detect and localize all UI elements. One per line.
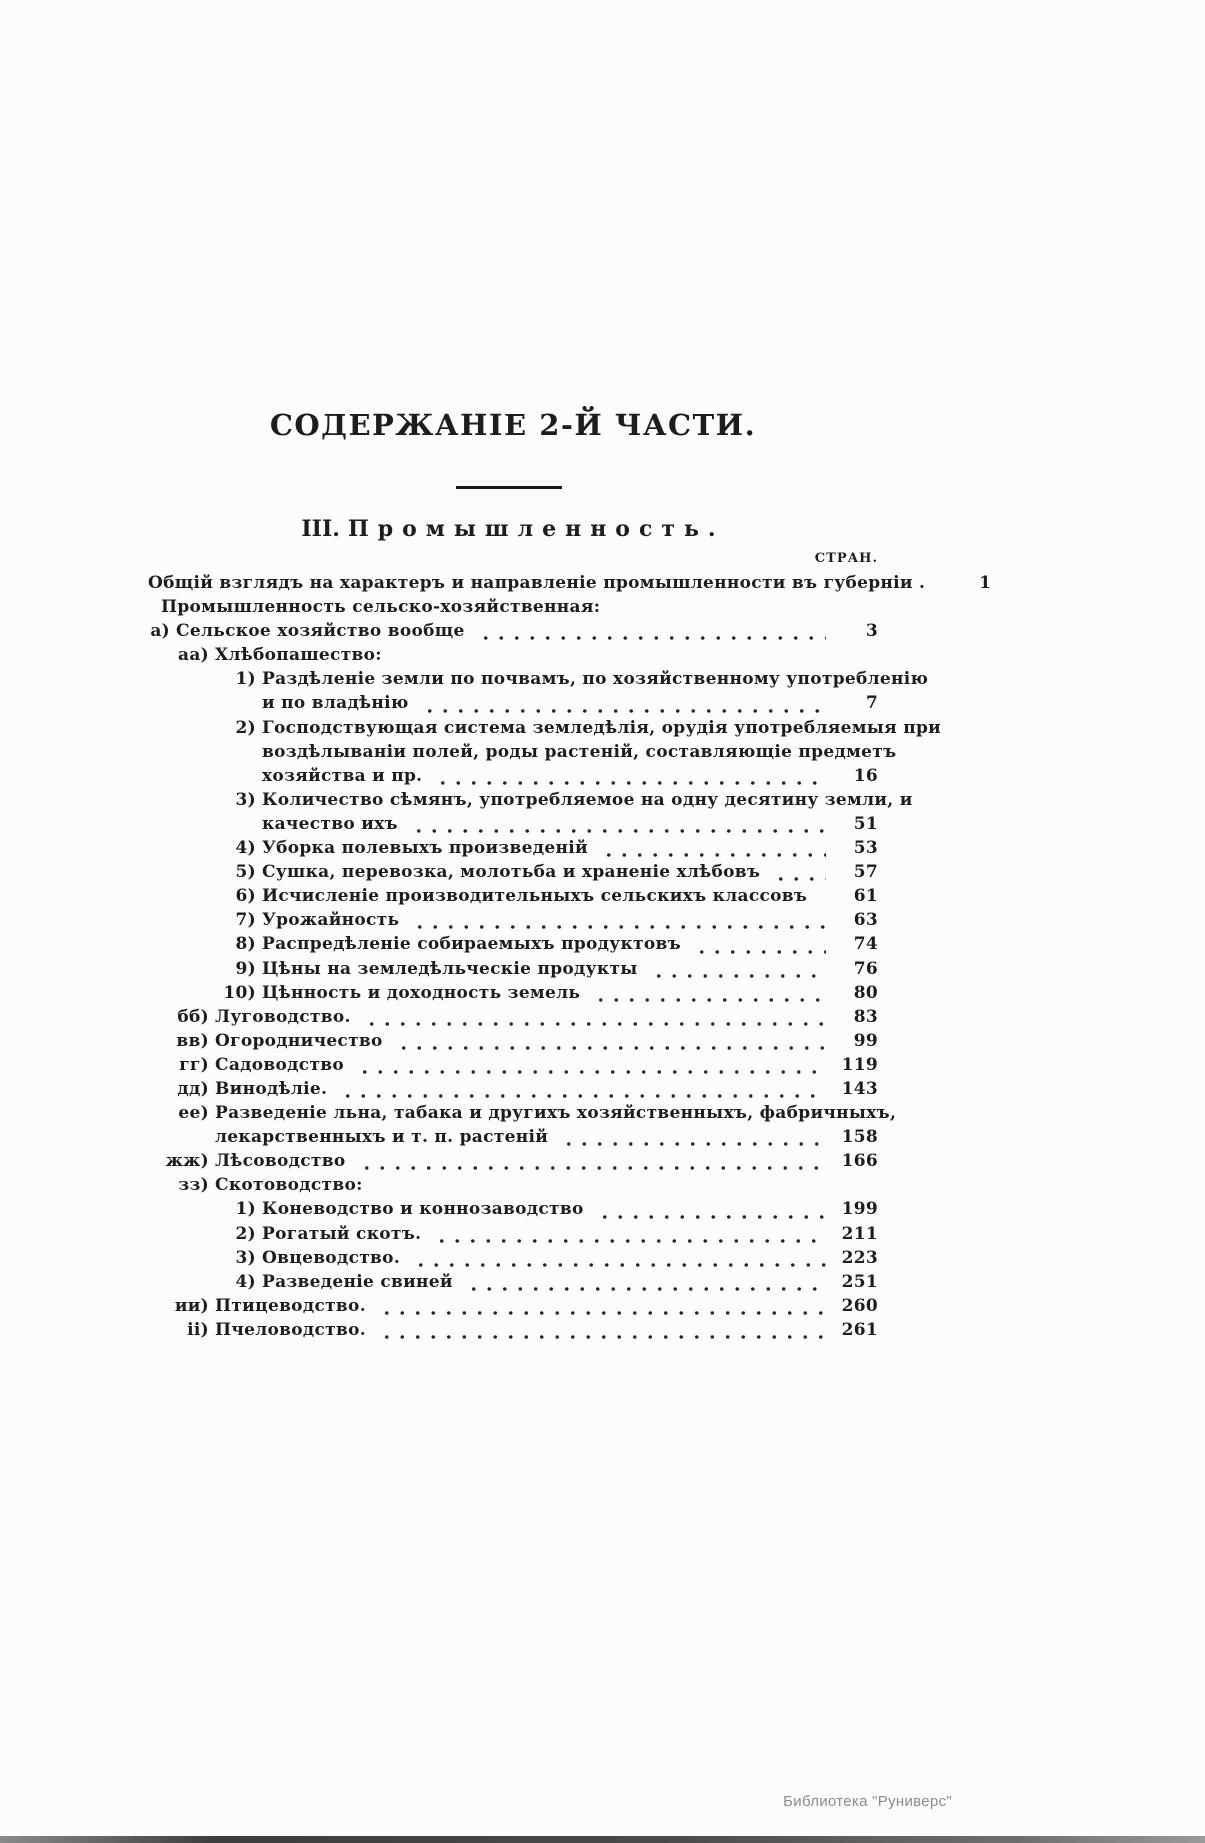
section-number: III.: [301, 516, 340, 542]
dot-leader: [475, 619, 826, 643]
toc-page-number: 166: [841, 1151, 878, 1172]
toc-row: [148, 860, 878, 884]
toc-row: [148, 884, 878, 908]
dot-leader: [354, 1053, 826, 1077]
toc-item-label: аа): [178, 645, 209, 666]
toc-item-label: 10): [223, 982, 256, 1003]
toc-item-label: а): [150, 621, 170, 642]
toc-item-label: вв): [176, 1030, 209, 1051]
toc-row: [148, 716, 942, 740]
dot-leader: [376, 1294, 826, 1318]
toc-row: [148, 1053, 878, 1077]
toc-item-label: 1): [235, 669, 256, 690]
library-watermark: Библиотека "Руниверс": [783, 1793, 952, 1810]
dot-leader: [337, 1077, 826, 1101]
toc-item-text: Винодѣліе.: [215, 1078, 328, 1099]
toc-item-text: Разведеніе свиней: [262, 1271, 453, 1292]
dot-leader: [431, 1222, 826, 1246]
toc-row: [148, 595, 878, 619]
toc-item-text: Коневодство и коннозаводство: [262, 1199, 584, 1220]
dot-leader: [356, 1149, 827, 1173]
toc-item-label: 3): [235, 789, 256, 810]
toc-page-number: 7: [865, 693, 878, 714]
toc-item-text: Урожайность: [262, 910, 400, 931]
toc-page-number: 61: [853, 886, 878, 907]
toc-item-text: Овцеводство.: [262, 1247, 401, 1268]
toc-item-label: 9): [235, 958, 256, 979]
toc-item-text: Садоводство: [215, 1054, 345, 1075]
dot-leader: [373, 1173, 826, 1197]
dot-leader: [951, 716, 955, 740]
toc-row: [148, 1077, 878, 1101]
toc-row: [148, 764, 878, 788]
toc-row: [148, 691, 878, 715]
toc-row: [148, 957, 878, 981]
toc-item-label: 3): [235, 1247, 256, 1268]
toc-row: [148, 1149, 878, 1173]
toc-page-number: 80: [853, 982, 878, 1003]
toc-item-label: 2): [235, 1223, 256, 1244]
toc-item-text: Промышленность сельско-хозяйственная:: [161, 597, 601, 618]
dot-leader: [923, 788, 927, 812]
toc-item-text: Луговодство.: [215, 1006, 351, 1027]
toc-row: [148, 836, 878, 860]
toc-item-label: зз): [178, 1175, 209, 1196]
toc-item-text: Лѣсоводство: [215, 1151, 346, 1172]
toc-item-label: дд): [177, 1078, 209, 1099]
section-heading: [148, 516, 878, 542]
dot-leader: [419, 691, 826, 715]
toc-row: [148, 1294, 878, 1318]
dot-leader: [590, 981, 826, 1005]
dot-leader: [817, 884, 826, 908]
toc-item-label: 4): [235, 1271, 256, 1292]
toc-item-label: жж): [165, 1151, 209, 1172]
toc-item-label: гг): [179, 1054, 209, 1075]
toc-row: [148, 619, 878, 643]
toc-page-number: 16: [853, 765, 878, 786]
toc-page-number: 53: [853, 838, 878, 859]
toc-page-number: 83: [853, 1006, 878, 1027]
toc-page-number: 119: [841, 1054, 878, 1075]
toc-page-number: 99: [853, 1030, 878, 1051]
toc-item-text: Пчеловодство.: [215, 1319, 366, 1340]
toc-page-number: 74: [853, 934, 878, 955]
toc-row: [148, 571, 992, 595]
dot-leader: [594, 1197, 826, 1221]
toc-page-number: 223: [841, 1247, 878, 1268]
toc-item-text: качество ихъ: [262, 813, 398, 834]
dot-leader: [558, 1125, 826, 1149]
toc-item-label: 1): [235, 1199, 256, 1220]
toc-item-text: Скотоводство:: [215, 1175, 363, 1196]
toc-row: [148, 981, 878, 1005]
toc-item-label: ии): [174, 1295, 209, 1316]
toc-row: [148, 1197, 878, 1221]
dot-leader: [393, 1029, 826, 1053]
dot-leader: [432, 764, 826, 788]
page-bottom-scan-edge: [0, 1836, 1205, 1843]
toc-page-number: 63: [853, 910, 878, 931]
toc-item-label: 2): [235, 717, 256, 738]
toc-page-number: 57: [853, 862, 878, 883]
toc-item-text: Господствующая система земледѣлія, орудія употребляемыя при: [262, 717, 942, 738]
toc-item-text: Огородничество: [215, 1030, 383, 1051]
toc-page-number: 1: [979, 573, 992, 593]
toc-item-text: и по владѣнію: [262, 693, 409, 714]
toc-item-text: Сушка, перевозка, молотьба и храненіе хлѣбовъ: [262, 862, 761, 883]
toc-item-text: Птицеводство.: [215, 1295, 366, 1316]
toc-row: [148, 908, 878, 932]
toc-item-label: іі): [187, 1319, 209, 1340]
toc-item-text: Хлѣбопашество:: [215, 645, 382, 666]
toc-item-text: воздѣлываніи полей, роды растеній, составляющіе предметъ: [262, 741, 897, 762]
dot-leader: [361, 1005, 826, 1029]
toc-row: [148, 1222, 878, 1246]
toc-item-text: хозяйства и пр.: [262, 765, 423, 786]
toc-page-number: 3: [865, 621, 878, 642]
toc-list: [148, 571, 992, 1342]
dot-leader: [906, 1101, 910, 1125]
toc-page-number: 211: [841, 1223, 878, 1244]
dot-leader: [409, 908, 826, 932]
dot-leader: [376, 1318, 826, 1342]
dot-leader: [598, 836, 826, 860]
toc-row: [148, 643, 878, 667]
toc-row: [148, 1270, 878, 1294]
toc-item-text: Сельское хозяйство вообще: [176, 621, 465, 642]
dot-leader: [906, 740, 910, 764]
toc-row: [148, 1101, 897, 1125]
toc-item-label: 7): [235, 910, 256, 931]
toc-row: [148, 740, 897, 764]
toc-row: [148, 1029, 878, 1053]
dot-leader: [610, 595, 826, 619]
toc-row: [148, 788, 913, 812]
toc-page-number: 251: [841, 1271, 878, 1292]
toc-item-label: бб): [177, 1006, 209, 1027]
page-title: СОДЕРЖАНІЕ 2-Й ЧАСТИ.: [269, 408, 757, 442]
toc-row: [148, 667, 929, 691]
toc-row: [148, 1173, 878, 1197]
toc-row: [148, 1005, 878, 1029]
toc-item-text: Распредѣленіе собираемыхъ продуктовъ: [262, 934, 681, 955]
toc-item-text: Исчисленіе производительныхъ сельскихъ классовъ: [262, 886, 808, 907]
title-divider-rule: [456, 486, 562, 489]
toc-page-number: 199: [841, 1199, 878, 1220]
toc-item-text: Разведеніе льна, табака и другихъ хозяйственныхъ, фабричныхъ,: [215, 1103, 897, 1124]
dot-leader: [938, 667, 942, 691]
toc-item-text: Уборка полевыхъ произведеній: [262, 838, 588, 859]
toc-item-text: Количество сѣмянъ, употребляемое на одну десятину земли, и: [262, 789, 913, 810]
page-column-header: СТРАН.: [814, 551, 878, 566]
dot-leader: [770, 860, 826, 884]
toc-row: [148, 1246, 878, 1270]
dot-leader: [691, 932, 826, 956]
dot-leader: [463, 1270, 826, 1294]
dot-leader: [935, 571, 939, 595]
dot-leader: [392, 643, 826, 667]
toc-item-text: Рогатый скотъ.: [262, 1223, 422, 1244]
toc-row: [148, 932, 878, 956]
dot-leader: [408, 812, 826, 836]
toc-item-label: 5): [235, 862, 256, 883]
toc-row: [148, 812, 878, 836]
toc-page-number: 51: [853, 813, 878, 834]
toc-item-label: 6): [235, 886, 256, 907]
toc-item-label: ее): [178, 1103, 209, 1124]
toc-row: [148, 1125, 878, 1149]
dot-leader: [648, 957, 826, 981]
toc-page-number: 261: [841, 1319, 878, 1340]
dot-leader: [410, 1246, 826, 1270]
toc-item-text: Цѣны на земледѣльческіе продукты: [262, 958, 638, 979]
toc-item-text: Общій взглядъ на характеръ и направленіе промышленности въ губерніи .: [148, 573, 926, 593]
toc-item-label: 4): [235, 838, 256, 859]
toc-page-number: 260: [841, 1295, 878, 1316]
toc-item-label: 8): [235, 934, 256, 955]
toc-row: [148, 1318, 878, 1342]
toc-item-text: лекарственныхъ и т. п. растеній: [215, 1127, 549, 1148]
toc-page-number: 158: [841, 1127, 878, 1148]
toc-item-text: Раздѣленіе земли по почвамъ, по хозяйственному употребленію: [262, 669, 929, 690]
toc-page-number: 76: [853, 958, 878, 979]
toc-item-text: Цѣнность и доходность земель: [262, 982, 581, 1003]
section-title-word: Промышленность.: [347, 516, 725, 542]
toc-page-number: 143: [841, 1078, 878, 1099]
